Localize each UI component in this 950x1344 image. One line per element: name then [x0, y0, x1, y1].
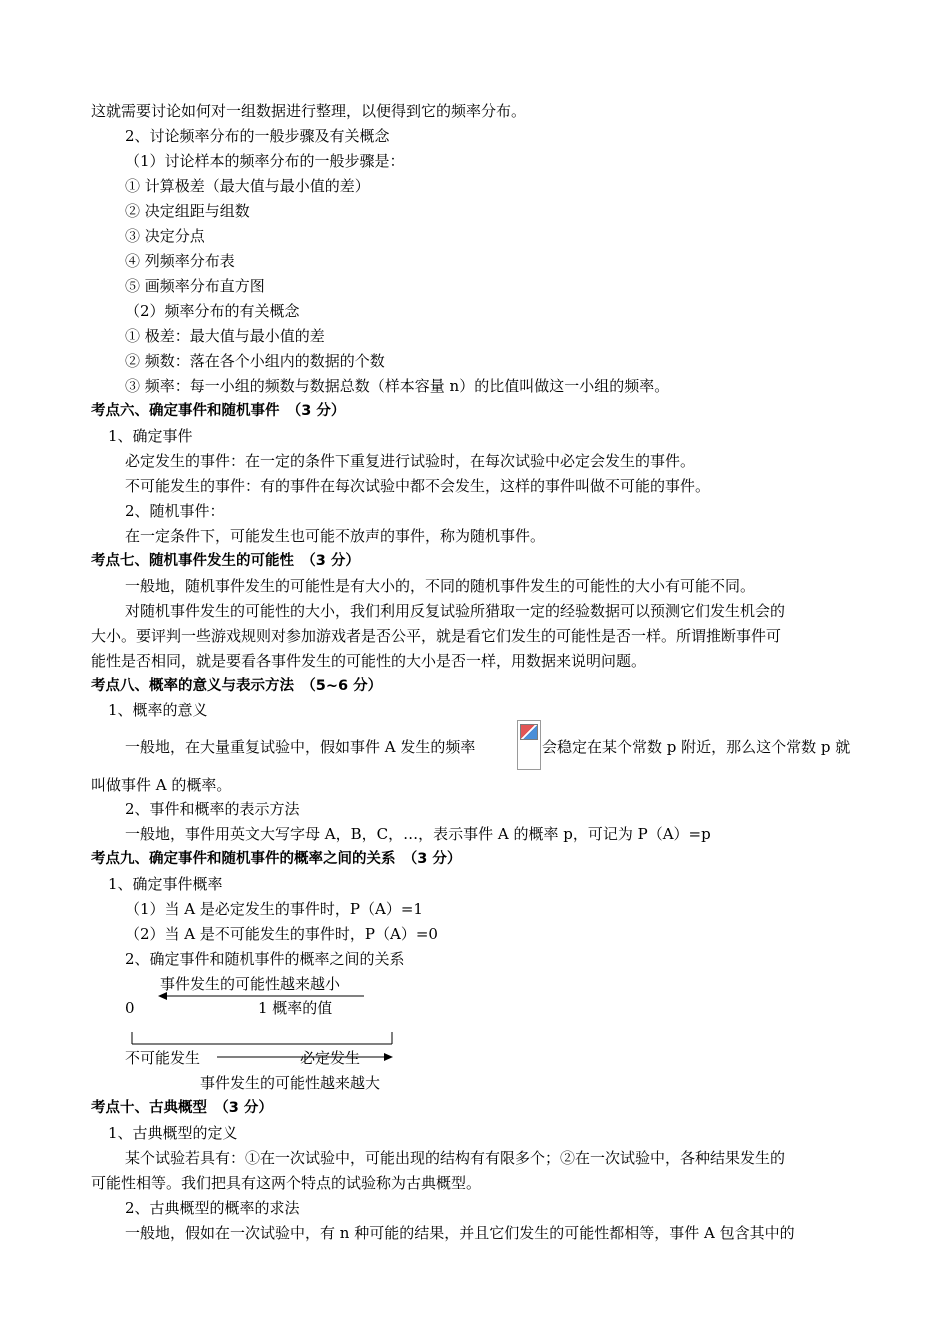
paragraph-line: 会稳定在某个常数 p 附近，那么这个常数 p 就: [542, 738, 851, 756]
subheading: 2、事件和概率的表示方法: [125, 800, 300, 818]
list-heading: （2）频率分布的有关概念: [125, 302, 300, 320]
list-item: ④ 列频率分布表: [125, 252, 235, 270]
section-heading: 考点八、概率的意义与表示方法 （5~6 分）: [91, 678, 383, 694]
diagram-zero-label: 0: [125, 999, 135, 1017]
subheading: 2、讨论频率分布的一般步骤及有关概念: [125, 127, 390, 145]
broken-image-icon: [520, 724, 538, 740]
list-item: ③ 频率：每一小组的频数与数据总数（样本容量 n）的比值叫做这一小组的频率。: [125, 377, 670, 395]
list-item: （2）当 A 是不可能发生的事件时，P（A）=0: [125, 925, 438, 943]
paragraph-line: 一般地，在大量重复试验中，假如事件 A 发生的频率: [125, 738, 476, 756]
subheading: 2、确定事件和随机事件的概率之间的关系: [125, 950, 405, 968]
paragraph-line: 对随机事件发生的可能性的大小，我们利用反复试验所猎取一定的经验数据可以预测它们发生机会的: [125, 602, 786, 620]
diagram-top-label: 事件发生的可能性越来越小: [160, 975, 341, 993]
paragraph-line: 可能性相等。我们把具有这两个特点的试验称为古典概型。: [91, 1174, 482, 1192]
list-item: ⑤ 画频率分布直方图: [125, 277, 265, 295]
section-heading: 考点九、确定事件和随机事件的概率之间的关系 （3 分）: [91, 851, 462, 867]
paragraph-line: 一般地，假如在一次试验中，有 n 种可能的结果，并且它们发生的可能性都相等，事件 A 包含其中的: [125, 1224, 795, 1242]
list-heading: （1）讨论样本的频率分布的一般步骤是：: [125, 152, 405, 170]
diagram-one-label: 1 概率的值: [258, 999, 333, 1017]
paragraph-line: 一般地，事件用英文大写字母 A，B，C，…，表示事件 A 的概率 p，可记为 P（A）=p: [125, 825, 711, 843]
section-heading: 考点六、确定事件和随机事件 （3 分）: [91, 403, 346, 419]
section-heading: 考点七、随机事件发生的可能性 （3 分）: [91, 553, 360, 569]
paragraph-line: 大小。要评判一些游戏规则对参加游戏者是否公平，就是看它们发生的可能性是否一样。所谓推断事件可: [91, 627, 782, 645]
paragraph-line: 这就需要讨论如何对一组数据进行整理，以便得到它的频率分布。: [91, 102, 527, 120]
paragraph-line: 一般地，随机事件发生的可能性是有大小的，不同的随机事件发生的可能性的大小有可能不同。: [125, 577, 756, 595]
subheading: 2、古典概型的概率的求法: [125, 1199, 300, 1217]
subheading: 1、确定事件概率: [108, 875, 223, 893]
paragraph-line: 不可能发生的事件：有的事件在每次试验中都不会发生，这样的事件叫做不可能的事件。: [125, 477, 711, 495]
section-heading: 考点十、古典概型 （3 分）: [91, 1100, 273, 1116]
paragraph-line: 某个试验若具有：①在一次试验中，可能出现的结构有有限多个；②在一次试验中，各种结果发生的: [125, 1149, 786, 1167]
list-item: ② 频数：落在各个小组内的数据的个数: [125, 352, 385, 370]
subheading: 2、随机事件：: [125, 502, 225, 520]
list-item: （1）当 A 是必定发生的事件时，P（A）=1: [125, 900, 423, 918]
frequency-formula-image: [517, 720, 541, 770]
list-item: ③ 决定分点: [125, 227, 205, 245]
subheading: 1、概率的意义: [108, 701, 208, 719]
subheading: 1、古典概型的定义: [108, 1124, 238, 1142]
paragraph-line: 叫做事件 A 的概率。: [91, 776, 232, 794]
probability-scale-bracket: [130, 1032, 395, 1048]
subheading: 1、确定事件: [108, 427, 193, 445]
paragraph-line: 能性是否相同，就是要看各事件发生的可能性的大小是否一样，用数据来说明问题。: [91, 652, 647, 670]
list-item: ② 决定组距与组数: [125, 202, 250, 220]
paragraph-line: 必定发生的事件：在一定的条件下重复进行试验时，在每次试验中必定会发生的事件。: [125, 452, 696, 470]
diagram-right-label: 必定发生: [300, 1049, 361, 1067]
list-item: ① 极差：最大值与最小值的差: [125, 327, 325, 345]
list-item: ① 计算极差（最大值与最小值的差）: [125, 177, 370, 195]
paragraph-line: 在一定条件下，可能发生也可能不放声的事件，称为随机事件。: [125, 527, 546, 545]
diagram-left-label: 不可能发生: [125, 1049, 201, 1067]
diagram-bottom-label: 事件发生的可能性越来越大: [200, 1074, 381, 1092]
